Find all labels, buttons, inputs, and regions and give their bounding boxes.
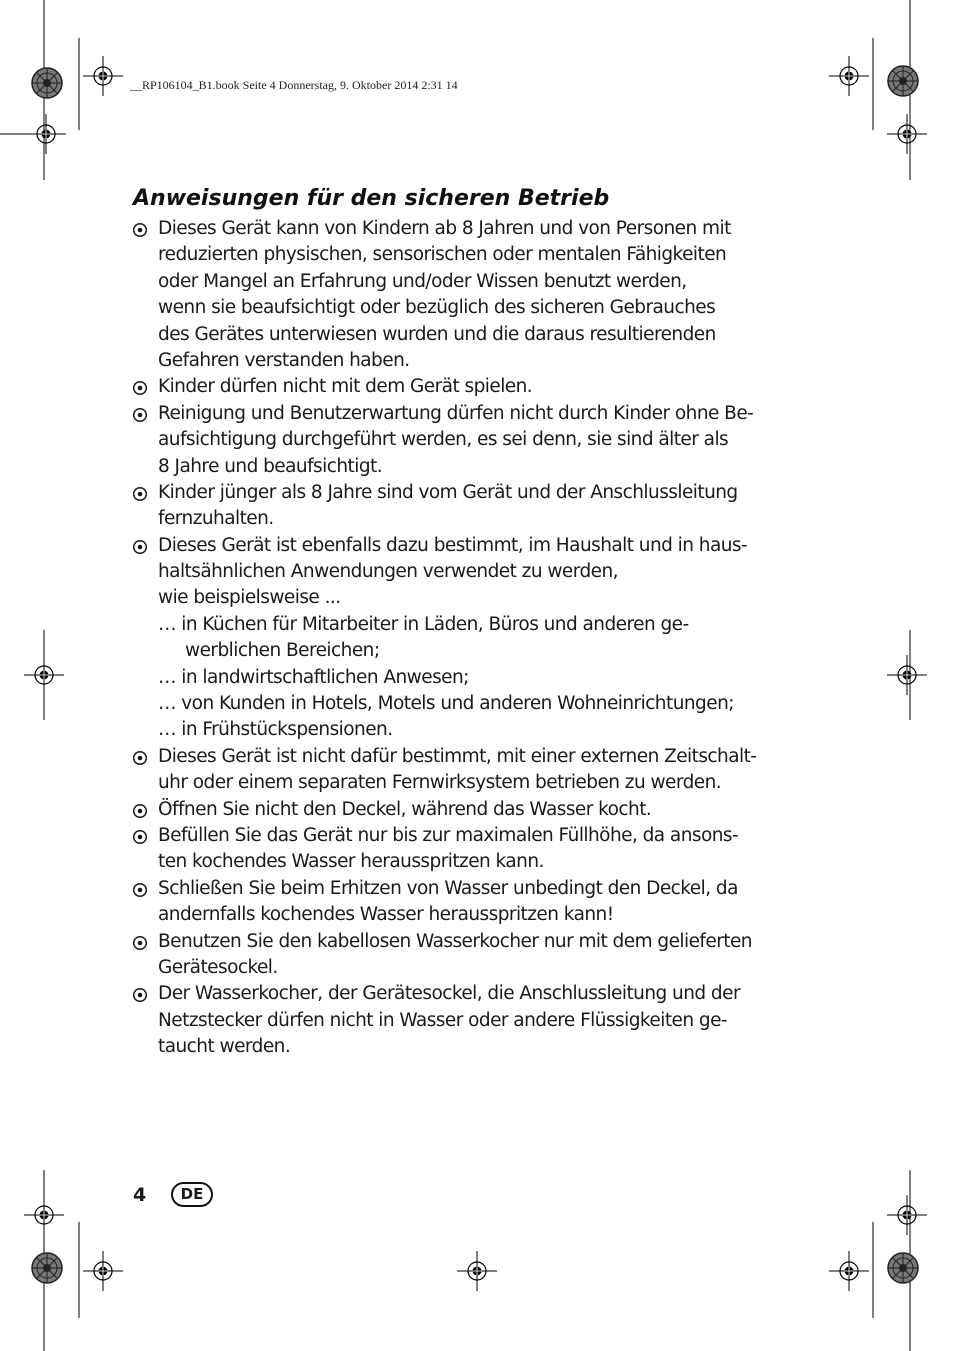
circled-dot-icon	[132, 539, 148, 555]
list-item-text: Kinder jünger als 8 Jahre sind vom Gerät und der Anschlussleitung	[132, 480, 804, 506]
list-item-continuation: des Gerätes unterwiesen wurden und die daraus resultierenden	[158, 323, 716, 345]
registration-mark-icon	[24, 655, 64, 695]
registration-mark-icon	[83, 1251, 123, 1291]
list-item-continuation: ten kochendes Wasser herausspritzen kann.	[158, 851, 544, 873]
list-item-continuation: fernzuhalten.	[158, 508, 274, 530]
list-item-continuation: uhr oder einem separaten Fernwirksystem betrieben zu werden.	[158, 772, 722, 794]
sub-item-text: … in Küchen für Mitarbeiter in Läden, Büros und anderen ge-	[158, 613, 689, 635]
registration-mark-icon	[457, 1251, 497, 1291]
registration-mark-icon	[829, 56, 869, 96]
list-item	[132, 374, 804, 400]
circled-dot-icon	[132, 935, 148, 951]
circled-dot-icon	[132, 486, 148, 502]
list-item-continuation: haltsähnlichen Anwendungen verwendet zu werden,	[158, 561, 619, 583]
registration-mark-icon	[24, 1195, 64, 1235]
list-item-text: Kinder dürfen nicht mit dem Gerät spielen.	[132, 374, 804, 400]
list-item-text: Befüllen Sie das Gerät nur bis zur maximalen Füllhöhe, da ansons-	[132, 823, 804, 849]
page-number: 4	[133, 1184, 147, 1206]
circled-dot-icon	[132, 987, 148, 1003]
list-item-text: Schließen Sie beim Erhitzen von Wasser unbedingt den Deckel, da	[132, 876, 804, 902]
list-item	[132, 216, 804, 374]
list-item-continuation: reduzierten physischen, sensorischen oder mentalen Fähigkeiten	[158, 244, 727, 266]
list-item-text: Öffnen Sie nicht den Deckel, während das Wasser kocht.	[132, 797, 804, 823]
list-item-text: Dieses Gerät ist nicht dafür bestimmt, mit einer externen Zeitschalt-	[132, 744, 804, 770]
list-item	[132, 797, 804, 823]
list-item-continuation: 8 Jahre und beaufsichtigt.	[158, 455, 383, 477]
registration-mark-icon	[887, 1195, 927, 1235]
sub-item-text: … von Kunden in Hotels, Motels und anderen Wohneinrichtungen;	[158, 693, 734, 715]
list-item	[132, 533, 804, 744]
list-item-text: Dieses Gerät kann von Kindern ab 8 Jahren und von Personen mit	[132, 216, 804, 242]
circled-dot-icon	[132, 750, 148, 766]
circled-dot-icon	[132, 803, 148, 819]
list-item-continuation: Netzstecker dürfen nicht in Wasser oder andere Flüssigkeiten ge-	[158, 1009, 728, 1031]
color-wheel-icon	[32, 1253, 62, 1283]
registration-mark-icon	[887, 114, 927, 154]
list-item-continuation: oder Mangel an Erfahrung und/oder Wissen benutzt werden,	[158, 270, 687, 292]
list-item	[132, 981, 804, 1060]
list-item-continuation: andernfalls kochendes Wasser herausspritzen kann!	[158, 904, 614, 926]
sub-item-text: … in Frühstückspensionen.	[158, 719, 393, 741]
sub-item-text: werblichen Bereichen;	[185, 640, 380, 662]
color-wheel-icon	[32, 68, 62, 98]
sub-item-text: … in landwirtschaftlichen Anwesen;	[158, 666, 469, 688]
safety-instructions-list	[132, 216, 804, 1061]
registration-mark-icon	[83, 56, 123, 96]
circled-dot-icon	[132, 882, 148, 898]
registration-mark-icon	[887, 655, 927, 695]
list-item-continuation: wenn sie beaufsichtigt oder bezüglich des sicheren Gebrauches	[158, 297, 716, 319]
print-file-info: __RP106104_B1.book Seite 4 Donnerstag, 9. Oktober 2014 2:31 14	[130, 78, 458, 92]
list-item	[132, 480, 804, 533]
list-item	[132, 744, 804, 797]
list-item-text: Benutzen Sie den kabellosen Wasserkocher nur mit dem gelieferten	[132, 929, 804, 955]
list-item	[132, 929, 804, 982]
color-wheel-icon	[888, 1253, 918, 1283]
section-heading: Anweisungen für den sicheren Betrieb	[133, 186, 610, 211]
circled-dot-icon	[132, 222, 148, 238]
list-item-text: Dieses Gerät ist ebenfalls dazu bestimmt, im Haushalt und in haus-	[132, 533, 804, 559]
circled-dot-icon	[132, 829, 148, 845]
list-item	[132, 823, 804, 876]
list-item-continuation: taucht werden.	[158, 1036, 291, 1058]
circled-dot-icon	[132, 380, 148, 396]
list-item-continuation: Gefahren verstanden haben.	[158, 349, 410, 371]
language-badge: DE	[171, 1182, 213, 1207]
list-item-continuation: Gerätesockel.	[158, 956, 278, 978]
list-item-text: Reinigung und Benutzerwartung dürfen nicht durch Kinder ohne Be-	[132, 401, 804, 427]
registration-mark-icon	[829, 1251, 869, 1291]
registration-mark-icon	[26, 114, 66, 154]
circled-dot-icon	[132, 407, 148, 423]
color-wheel-icon	[888, 66, 918, 96]
list-item-continuation: wie beispielsweise ...	[158, 587, 341, 609]
list-item-continuation: aufsichtigung durchgeführt werden, es sei denn, sie sind älter als	[158, 429, 729, 451]
list-item	[132, 401, 804, 480]
list-item-text: Der Wasserkocher, der Gerätesockel, die Anschlussleitung und der	[132, 981, 804, 1007]
list-item	[132, 876, 804, 929]
